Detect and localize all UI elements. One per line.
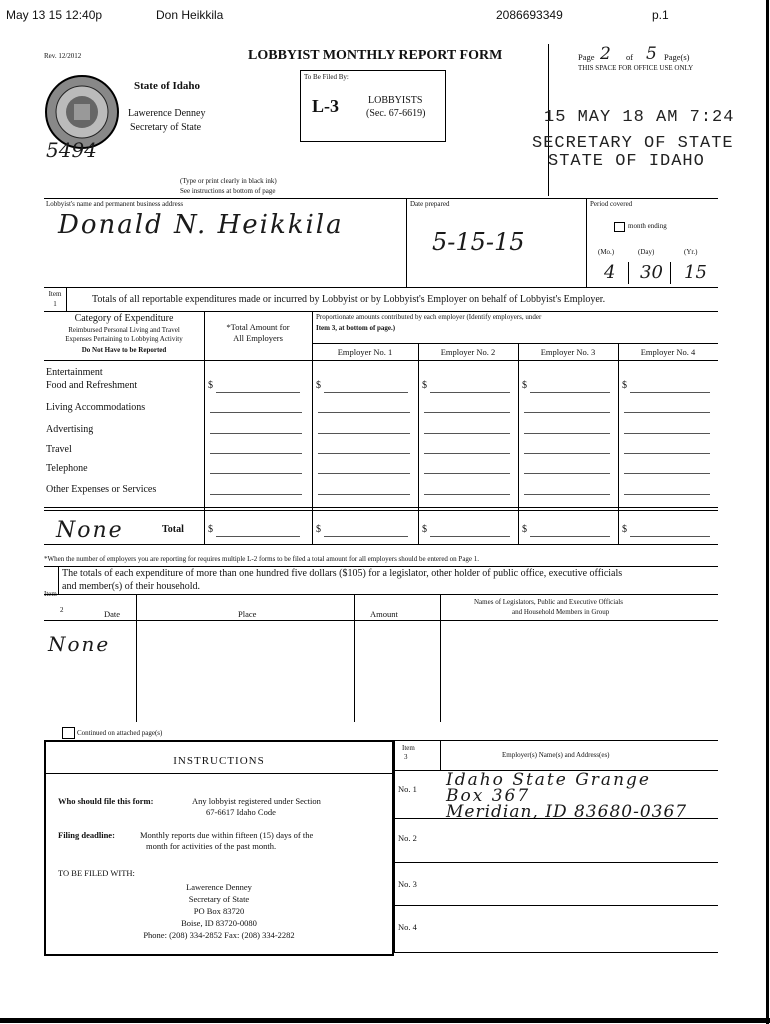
category-entertainment: Entertainment xyxy=(46,367,103,378)
total-dollar-emp2: $ xyxy=(422,524,427,535)
file-with-addr-2: Secretary of State xyxy=(188,894,250,904)
page-label: Page xyxy=(578,52,595,62)
period-day[interactable]: 30 xyxy=(640,262,663,283)
total-dollar-emp3: $ xyxy=(522,524,527,535)
category-travel: Travel xyxy=(46,444,72,455)
item2-heading-2: and member(s) of their household. xyxy=(62,581,201,592)
fax-phone: 2086693349 xyxy=(496,8,563,22)
item3-number: 3 xyxy=(404,753,408,761)
item1-number: 1 xyxy=(53,300,57,308)
received-stamp-office: SECRETARY OF STATE xyxy=(532,134,734,153)
dollar-emp1: $ xyxy=(316,380,321,391)
sos-title: Secretary of State xyxy=(130,122,202,133)
item3-heading: Employer(s) Name(s) and Address(es) xyxy=(502,751,610,759)
received-stamp-state: STATE OF IDAHO xyxy=(548,152,705,171)
period-yr[interactable]: 15 xyxy=(684,262,707,283)
dollar-emp4: $ xyxy=(622,380,627,391)
state-name: State of Idaho xyxy=(134,80,201,92)
item2-number: 2 xyxy=(60,606,64,614)
total-all-label-2: All Employers xyxy=(233,333,283,343)
category-telephone: Telephone xyxy=(46,463,88,474)
total-dollar-emp4: $ xyxy=(622,524,627,535)
footnote: *When the number of employers you are reporting for requires multiple L-2 forms to be filed a total amount for all employers should be entered on Page 1. xyxy=(44,555,480,563)
item1-none[interactable]: None xyxy=(56,518,124,543)
month-ending-checkbox[interactable] xyxy=(614,222,625,232)
dollar-emp2: $ xyxy=(422,380,427,391)
item2-place-header: Place xyxy=(238,609,257,619)
employer-row-3-no: No. 3 xyxy=(398,879,417,889)
who-text-1: Any lobbyist registered under Section xyxy=(192,796,321,806)
category-food: Food and Refreshment xyxy=(46,380,138,391)
item2-none[interactable]: None xyxy=(48,632,111,656)
instructions-title: INSTRUCTIONS xyxy=(173,755,265,767)
rev-label: Rev. 12/2012 xyxy=(44,52,82,60)
employer-2-header: Employer No. 2 xyxy=(440,347,496,357)
of-label: of xyxy=(626,52,634,62)
category-note-3: Do Not Have to be Reported xyxy=(81,346,167,354)
employer-1-header: Employer No. 1 xyxy=(337,347,393,357)
who-text-2: 67-6617 Idaho Code xyxy=(206,807,276,817)
lobbyist-label: Lobbyist's name and permanent business address xyxy=(46,200,184,208)
date-prepared-value[interactable]: 5-15-15 xyxy=(432,228,525,256)
employer-row-1-no: No. 1 xyxy=(398,784,417,794)
sos-name: Lawerence Denney xyxy=(128,108,206,119)
who-label: Who should file this form: xyxy=(58,796,154,806)
type-note: (Type or print clearly in black ink) xyxy=(180,177,277,185)
item2-heading-1: The totals of each expenditure of more than one hundred five dollars ($105) for a legislator, other holder of public office, executive officials xyxy=(62,568,623,579)
see-note: See instructions at bottom of page xyxy=(180,187,276,195)
form-code: L-3 xyxy=(312,96,339,116)
period-label: Period covered xyxy=(590,200,633,208)
deadline-text-1: Monthly reports due within fifteen (15) days of the xyxy=(140,830,314,840)
employer-row-2-no: No. 2 xyxy=(398,833,417,843)
mo-label: (Mo.) xyxy=(598,248,615,256)
day-label: (Day) xyxy=(638,248,655,256)
page-number: 2 xyxy=(600,44,611,64)
yr-label: (Yr.) xyxy=(684,248,698,256)
item2-date-header: Date xyxy=(104,609,121,619)
category-other: Other Expenses or Services xyxy=(46,484,157,495)
period-mo[interactable]: 4 xyxy=(604,262,616,283)
continued-checkbox[interactable] xyxy=(62,727,75,739)
category-note-1: Reimbursed Personal Living and Travel xyxy=(68,326,180,334)
item3-label: Item xyxy=(402,744,415,752)
item2-names-header-1: Names of Legislators, Public and Executive Officials xyxy=(474,598,623,606)
total-all-label-1: *Total Amount for xyxy=(226,322,290,332)
dollar-emp3: $ xyxy=(522,380,527,391)
fax-datetime: May 13 15 12:40p xyxy=(6,8,103,22)
lobbyist-name[interactable]: Donald N. Heikkila xyxy=(58,210,344,240)
proportionate-label-1: Proportionate amounts contributed by each employer (Identify employers, under xyxy=(316,313,542,321)
employer-1-box[interactable]: Box 367 xyxy=(446,786,531,806)
form-title: LOBBYIST MONTHLY REPORT FORM xyxy=(248,48,503,63)
file-with-addr-4: Boise, ID 83720-0080 xyxy=(181,918,257,928)
category-living: Living Accommodations xyxy=(46,402,146,413)
dollar-total: $ xyxy=(208,380,213,391)
employer-4-header: Employer No. 4 xyxy=(640,347,696,357)
employer-3-header: Employer No. 3 xyxy=(540,347,596,357)
employer-1-city[interactable]: Meridian, ID 83680-0367 xyxy=(446,802,688,822)
total-label: Total xyxy=(162,524,184,535)
fax-sender: Don Heikkila xyxy=(156,8,224,22)
item2-amount-header: Amount xyxy=(370,609,398,619)
office-use-label: THIS SPACE FOR OFFICE USE ONLY xyxy=(578,64,694,72)
date-prepared-label: Date prepared xyxy=(410,200,450,208)
item1-label: Item xyxy=(48,290,62,298)
deadline-label: Filing deadline: xyxy=(58,830,115,840)
received-stamp-date: 15 MAY 18 AM 7:24 xyxy=(544,108,735,127)
item2-names-header-2: and Household Members in Group xyxy=(512,608,610,616)
filed-by-label: To Be Filed By: xyxy=(304,73,349,81)
file-number: 5494 xyxy=(46,138,97,162)
form-type: LOBBYISTS xyxy=(368,95,423,106)
category-note-2: Expenses Pertaining to Lobbying Activity xyxy=(65,335,183,343)
file-with-phone: Phone: (208) 334-2852 Fax: (208) 334-2282 xyxy=(143,930,295,940)
item1-heading: Totals of all reportable expenditures made or incurred by Lobbyist or by Lobbyist's Employer on behalf of Lobbyist's Employer. xyxy=(92,294,606,305)
total-dollar-emp1: $ xyxy=(316,524,321,535)
employer-1-name[interactable]: Idaho State Grange xyxy=(446,770,651,790)
employer-row-4-no: No. 4 xyxy=(398,922,417,932)
form-section: (Sec. 67-6619) xyxy=(366,108,426,119)
total-dollar-all: $ xyxy=(208,524,213,535)
file-with-addr-3: PO Box 83720 xyxy=(193,906,245,916)
file-with-label: TO BE FILED WITH: xyxy=(58,868,135,878)
month-ending-label: month ending xyxy=(628,222,667,230)
category-label: Category of Expenditure xyxy=(74,313,174,324)
deadline-text-2: month for activities of the past month. xyxy=(146,841,277,851)
file-with-addr-1: Lawerence Denney xyxy=(186,882,252,892)
item2-label: Item xyxy=(44,590,57,598)
category-advertising: Advertising xyxy=(46,424,94,435)
pages-label: Page(s) xyxy=(664,52,690,62)
page-total: 5 xyxy=(646,44,657,64)
continued-label: Continued on attached page(s) xyxy=(77,729,163,737)
fax-page: p.1 xyxy=(652,8,669,22)
proportionate-label-2: Item 3, at bottom of page.) xyxy=(316,324,396,332)
